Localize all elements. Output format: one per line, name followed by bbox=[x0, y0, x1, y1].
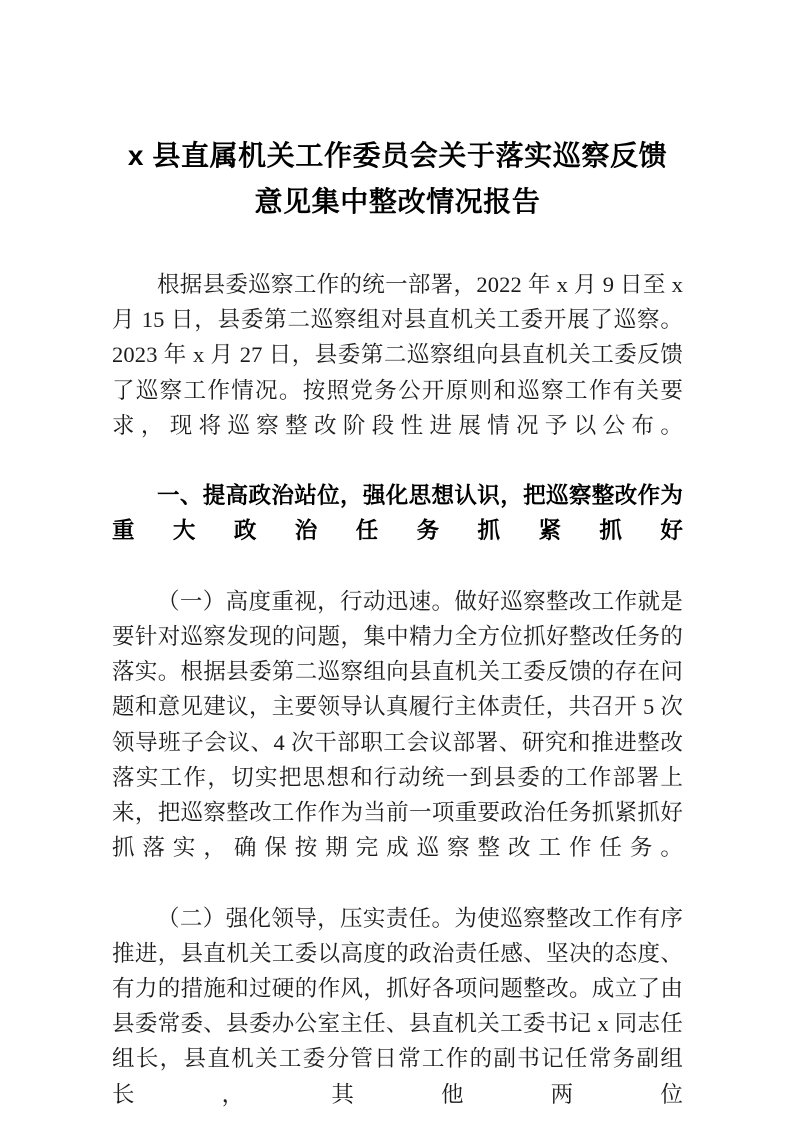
document-content-column bbox=[112, 0, 683, 1122]
paragraph-item-two: （二）强化领导，压实责任。为使巡察整改工作有序推进，县直机关工委以高度的政治责任感、坚决的态度、有力的措施和过硬的作风，抓好各项问题整改。成立了由县委常委、县委办公室主任、县直机关工委书记 x 同志任组长，县直机关工委分管日常工作的副书记任常务副组长，其他两位 bbox=[112, 905, 683, 1107]
page-title-line-1: x 县直属机关工作委员会关于落实巡察反馈 bbox=[127, 140, 668, 171]
page-title bbox=[112, 0, 683, 225]
paragraph-intro: 根据县委巡察工作的统一部署，2022 年 x 月 9 日至 x 月 15 日，县委第二巡察组对县直机关工委开展了巡察。2023 年 x 月 27 日，县委第二巡察组向县直机关工委反馈了巡察工作情况。按照党务公开原则和巡察工作有关要求，现将巡察整改阶段性进展情况予以公布。 bbox=[112, 272, 683, 438]
paragraph-item-one: （一）高度重视，行动迅速。做好巡察整改工作就是要针对巡察发现的问题，集中精力全方位抓好整改任务的落实。根据县委第二巡察组向县直机关工委反馈的存在问题和意见建议，主要领导认真履行主体责任，共召开 5 次领导班子会议、4 次干部职工会议部署、研究和推进整改落实工作，切实把思想和行动统一到县委的工作部署上来，把巡察整改工作作为当前一项重要政治任务抓紧抓好抓落实，确保按期完成巡察整改工作任务。 bbox=[112, 588, 683, 861]
section-heading-one: 一、提高政治站位，强化思想认识，把巡察整改作为重大政治任务抓紧抓好 bbox=[112, 483, 683, 544]
page-title-line-2: 意见集中整改情况报告 bbox=[254, 186, 541, 217]
